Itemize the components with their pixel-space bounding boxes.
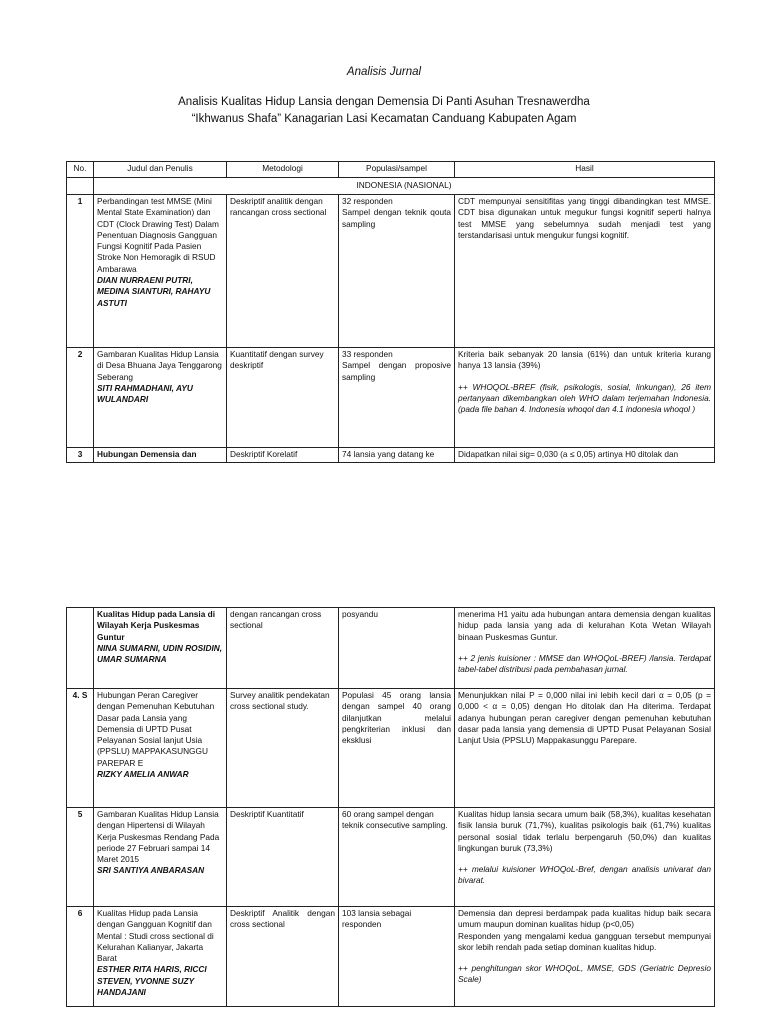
row-number xyxy=(67,608,94,689)
journal-title: Perbandingan test MMSE (Mini Mental State Examination) dan CDT (Clock Drawing Test) Dalam Penentuan Diagnosis Gangguan Fungsi Kognitif Pada Pasien Stroke Non Hemoragik di RSUD Ambarawa xyxy=(97,196,219,274)
result-note: ++ melalui kuisioner WHOQoL-Bref, dengan analisis univarat dan bivarat. xyxy=(458,864,711,886)
table-row xyxy=(67,907,715,1007)
section-spacer xyxy=(67,178,94,195)
journal-title: Gambaran Kualitas Hidup Lansia di Desa Bhuana Jaya Tenggarong Seberang xyxy=(97,349,222,382)
journal-table-page-1 xyxy=(66,161,715,463)
header-population: Populasi/sampel xyxy=(339,162,455,178)
header-result: Hasil xyxy=(455,162,715,178)
section-row xyxy=(67,178,715,195)
row-number: 2 xyxy=(67,348,94,448)
result-text: menerima H1 yaitu ada hubungan antara demensia dengan kualitas hidup pada lansia yang ada di kelurahan Kota Wetan Wilayah binaan Puskesmas Guntur. xyxy=(458,609,711,642)
population-cell: Populasi 45 orang lansia dengan sampel 40 orang dilanjutkan melalui pengkriterian inklusi dan eksklusi xyxy=(339,689,455,808)
title-author-cell xyxy=(94,689,227,808)
result-cell xyxy=(455,907,715,1007)
population-line: 32 responden xyxy=(342,196,393,206)
population-cell xyxy=(339,348,455,448)
table-row xyxy=(67,348,715,448)
result-text: Kualitas hidup lansia secara umum baik (58,3%), kualitas kesehatan fisik lansia buruk (71,7%), kualitas psikologis baik (61,7%) kualitas personal sosial tidak terlalu berpengaruh (50,0%) dan kualitas lingkungan buruk (73,3%) xyxy=(458,809,711,853)
journal-table-page-2 xyxy=(66,607,715,1007)
row-number: 6 xyxy=(67,907,94,1007)
table-row xyxy=(67,195,715,348)
result-note: ++ 2 jenis kuisioner : MMSE dan WHOQoL-BREF) /lansia. Terdapat tabel-tabel distribusi pada pembahasan jurnal. xyxy=(458,652,711,675)
journal-authors: RIZKY AMELIA ANWAR xyxy=(97,768,189,779)
title-author-cell xyxy=(94,348,227,448)
title-author-cell xyxy=(94,448,227,463)
population-cell: 103 lansia sebagai responden xyxy=(339,907,455,1007)
header-title-author: Judul dan Penulis xyxy=(94,162,227,178)
journal-title: Hubungan Peran Caregiver dengan Pemenuhan Kebutuhan Dasar pada Lansia yang Demensia di UPTD Pusat Pelayanan Sosial lanjut Usia (PPSLU) MAPPAKASUNGGU PAREPAR E xyxy=(97,690,215,768)
table-row xyxy=(67,808,715,907)
document-title-line-2: “Ikhwanus Shafa” Kanagarian Lasi Kecamatan Canduang Kabupaten Agam xyxy=(191,113,577,125)
result-text: Kriteria baik sebanyak 20 lansia (61%) dan untuk kriteria kurang hanya 13 lansia (39%) xyxy=(458,349,711,371)
title-author-cell xyxy=(94,195,227,348)
title-author-cell xyxy=(94,808,227,907)
population-line: Sampel dengan teknik qouta sampling xyxy=(342,207,451,229)
result-cell: CDT mempunyai sensitifitas yang tinggi dibandingkan test MMSE. CDT bisa digunakan untuk megukur fungsi kognitif seperti halnya test MMSE yang sebelumnya sudah menjadi test yang terstandarisasi untuk mengukur fungsi kognitif. xyxy=(455,195,715,348)
journal-authors: SRI SANTIYA ANBARASAN xyxy=(97,865,205,876)
method-cell: Deskriptif analitik dengan rancangan cross sectional xyxy=(227,195,339,348)
result-cell xyxy=(455,808,715,907)
result-text: Responden yang mengalami kedua gangguan tersebut mempunyai skor lebih rendah pada setiap dominan kualitas hidup. xyxy=(458,930,711,952)
journal-title: Kualitas Hidup pada Lansia di Wilayah Kerja Puskesmas Guntur xyxy=(97,609,216,642)
header-methodology: Metodologi xyxy=(227,162,339,178)
table-row xyxy=(67,608,715,689)
journal-authors: DIAN NURRAENI PUTRI, MEDINA SIANTURI, RAHAYU ASTUTI xyxy=(97,274,211,308)
population-cell: 60 orang sampel dengan teknik consecutive sampling. xyxy=(339,808,455,907)
journal-authors: NINA SUMARNI, UDIN ROSIDIN, UMAR SUMARNA xyxy=(97,642,223,665)
method-cell: Kuantitatif dengan survey deskriptif xyxy=(227,348,339,448)
result-cell xyxy=(455,608,715,689)
method-cell: Deskriptif Analitik dengan cross sectional xyxy=(227,907,339,1007)
table-row xyxy=(67,448,715,463)
method-cell: Survey analitik pendekatan cross sectional study. xyxy=(227,689,339,808)
row-number: 5 xyxy=(67,808,94,907)
title-author-cell xyxy=(94,608,227,689)
population-line: Sampel dengan proposive sampling xyxy=(342,360,451,382)
result-cell xyxy=(455,348,715,448)
header-no: No. xyxy=(67,162,94,178)
population-line: 33 responden xyxy=(342,349,393,359)
journal-authors: SITI RAHMADHANI, AYU WULANDARI xyxy=(97,382,193,405)
population-cell: 74 lansia yang datang ke xyxy=(339,448,455,463)
document-heading: Analisis Jurnal xyxy=(346,66,422,78)
table-row xyxy=(67,689,715,808)
population-cell: posyandu xyxy=(339,608,455,689)
row-number: 1 xyxy=(67,195,94,348)
journal-title: Hubungan Demensia dan xyxy=(97,449,197,459)
method-cell: dengan rancangan cross sectional xyxy=(227,608,339,689)
journal-title: Gambaran Kualitas Hidup Lansia dengan Hipertensi di Wilayah Kerja Puskesmas Rendang Pada periode 27 Februari sampai 14 Maret 2015 xyxy=(97,809,220,865)
result-note: ++ penghitungan skor WHOQoL, MMSE, GDS (Geriatric Depresio Scale) xyxy=(458,963,711,985)
result-cell: Didapatkan nilai sig= 0,030 (a ≤ 0,05) artinya H0 ditolak dan xyxy=(455,448,715,463)
row-number: 4. S xyxy=(67,689,94,808)
title-author-cell xyxy=(94,907,227,1007)
result-text: Demensia dan depresi berdampak pada kualitas hidup baik secara umum maupun dominan kualitas hidup (p<0,05) xyxy=(458,908,711,930)
section-label: INDONESIA (NASIONAL) xyxy=(94,178,715,195)
method-cell: Deskriptif Kuantitatif xyxy=(227,808,339,907)
row-number: 3 xyxy=(67,448,94,463)
document-title-line-1: Analisis Kualitas Hidup Lansia dengan Demensia Di Panti Asuhan Tresnawerdha xyxy=(178,96,590,108)
method-cell: Deskriptif Korelatif xyxy=(227,448,339,463)
table-header-row xyxy=(67,162,715,178)
population-cell xyxy=(339,195,455,348)
journal-authors: ESTHER RITA HARIS, RICCI STEVEN, YVONNE SUZY HANDAJANI xyxy=(97,964,207,997)
journal-title: Kualitas Hidup pada Lansia dengan Gangguan Kognitif dan Mental : Studi cross sectional di Kelurahan Kalianyar, Jakarta Barat xyxy=(97,908,214,964)
result-note: ++ WHOQOL-BREF (fisik, psikologis, sosial, linkungan), 26 item pertanyaan dikembangkan oleh WHO dalam terjemahan Indonesia. (pada file bahan 4. Indonesia whoqol dan 4.1 indonesia whoqol ) xyxy=(458,381,711,415)
result-cell: Menunjukkan nilai P = 0,000 nilai ini lebih kecil dari α = 0,05 (p = 0,000 < α = 0,05) dengan Ho ditolak dan Ha diterima. Terdapat adanya hubungan peran caregiver dengan pemenuhan kebutuhan dasar pada lansia yang demensia di UPTD Pusat Pelayanan Sosial Lanjut Usia (PPSLU) Mappakasunggu Parepare. xyxy=(455,689,715,808)
